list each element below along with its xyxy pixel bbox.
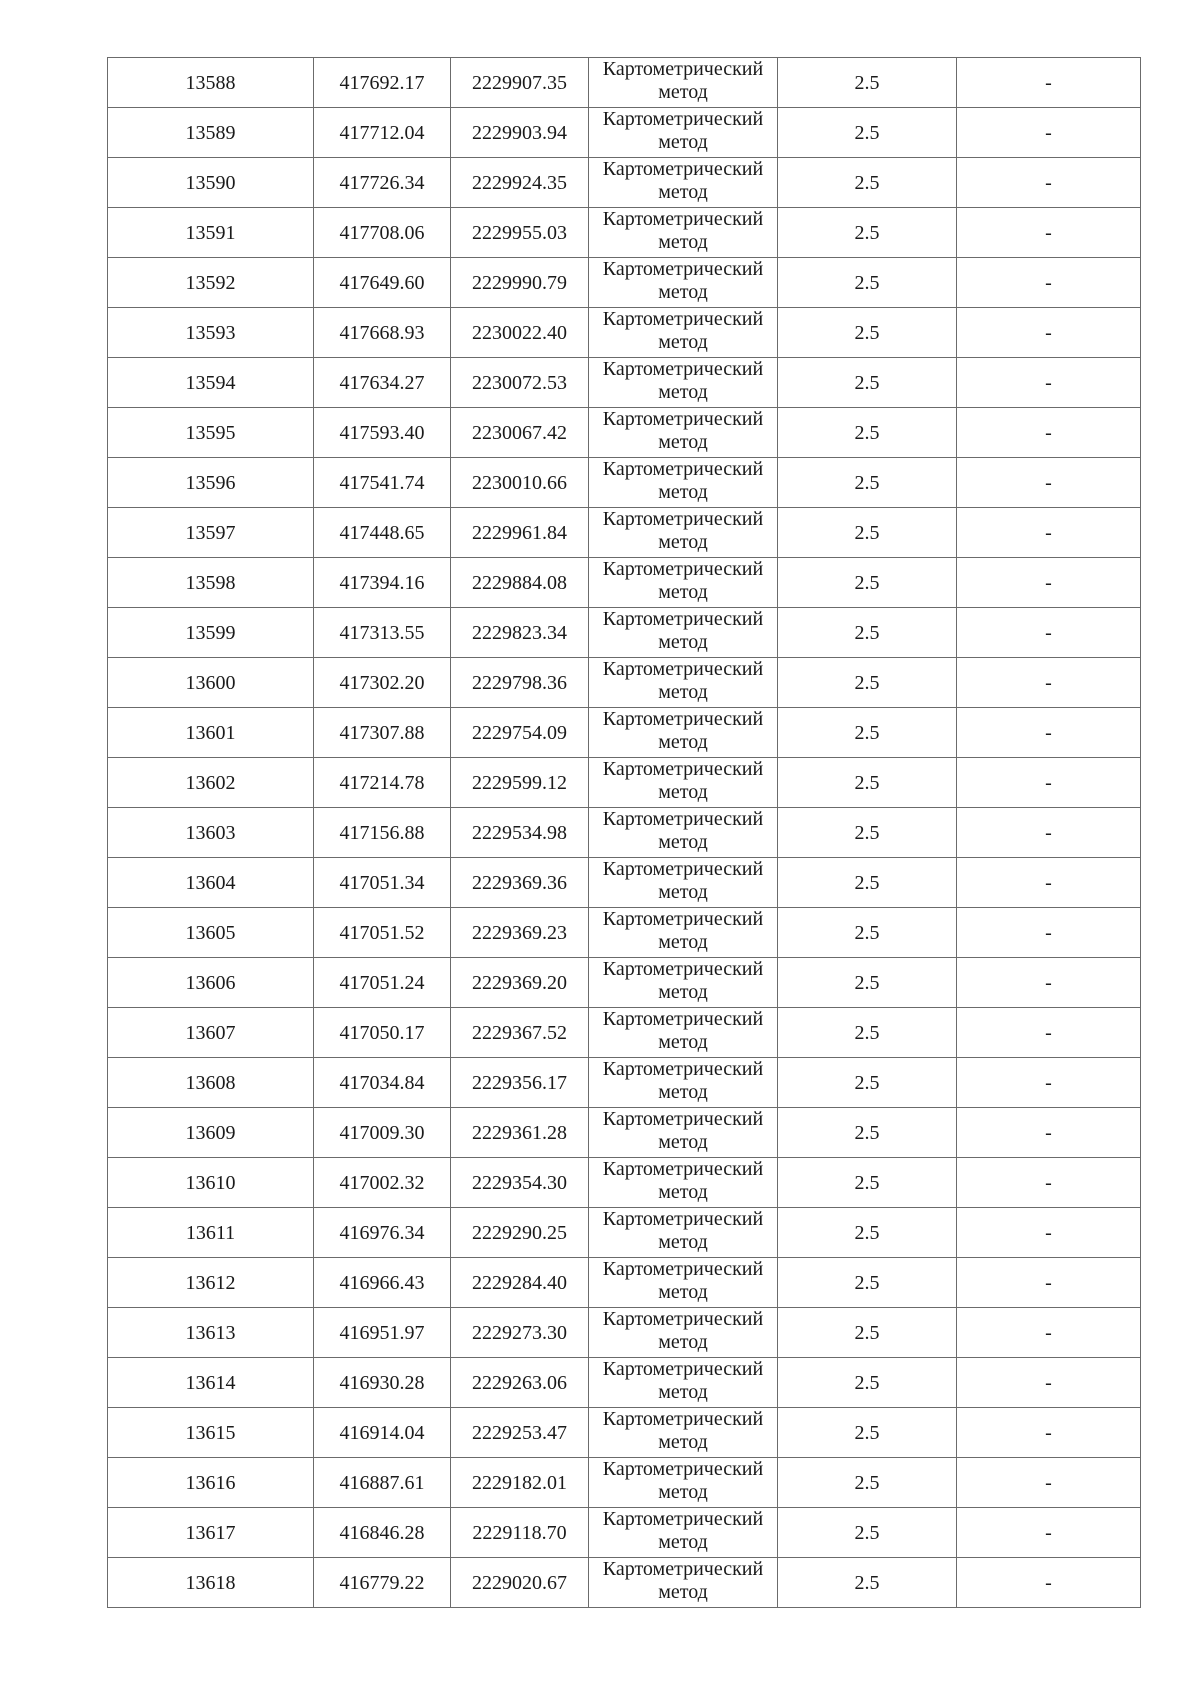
method-line-1: Картометрический bbox=[602, 1208, 764, 1230]
note-cell: - bbox=[957, 1258, 1141, 1308]
method-line-2: метод bbox=[658, 281, 708, 303]
note-cell: - bbox=[957, 958, 1141, 1008]
y-coordinate-cell: 2229356.17 bbox=[451, 1058, 589, 1108]
y-coordinate-cell: 2230067.42 bbox=[451, 408, 589, 458]
precision-cell: 2.5 bbox=[778, 508, 957, 558]
method-line-1: Картометрический bbox=[602, 958, 764, 980]
x-coordinate-cell: 417708.06 bbox=[314, 208, 451, 258]
point-number-cell: 13608 bbox=[108, 1058, 314, 1108]
note-cell: - bbox=[957, 558, 1141, 608]
method-line-2: метод bbox=[658, 531, 708, 553]
note-cell: - bbox=[957, 158, 1141, 208]
precision-cell: 2.5 bbox=[778, 908, 957, 958]
method-cell bbox=[589, 58, 778, 108]
y-coordinate-cell: 2229369.23 bbox=[451, 908, 589, 958]
precision-cell: 2.5 bbox=[778, 958, 957, 1008]
method-cell bbox=[589, 108, 778, 158]
note-cell: - bbox=[957, 1508, 1141, 1558]
point-number-cell: 13602 bbox=[108, 758, 314, 808]
x-coordinate-cell: 417692.17 bbox=[314, 58, 451, 108]
y-coordinate-cell: 2229284.40 bbox=[451, 1258, 589, 1308]
table-row bbox=[108, 1358, 1141, 1408]
precision-cell: 2.5 bbox=[778, 858, 957, 908]
method-cell bbox=[589, 1208, 778, 1258]
point-number-cell: 13617 bbox=[108, 1508, 314, 1558]
x-coordinate-cell: 416930.28 bbox=[314, 1358, 451, 1408]
method-line-2: метод bbox=[658, 481, 708, 503]
y-coordinate-cell: 2229961.84 bbox=[451, 508, 589, 558]
method-cell bbox=[589, 708, 778, 758]
table-row bbox=[108, 1408, 1141, 1458]
table-row bbox=[108, 108, 1141, 158]
x-coordinate-cell: 417307.88 bbox=[314, 708, 451, 758]
y-coordinate-cell: 2229361.28 bbox=[451, 1108, 589, 1158]
y-coordinate-cell: 2229273.30 bbox=[451, 1308, 589, 1358]
point-number-cell: 13613 bbox=[108, 1308, 314, 1358]
method-line-2: метод bbox=[658, 1331, 708, 1353]
note-cell: - bbox=[957, 808, 1141, 858]
y-coordinate-cell: 2229990.79 bbox=[451, 258, 589, 308]
x-coordinate-cell: 417593.40 bbox=[314, 408, 451, 458]
table-row bbox=[108, 1058, 1141, 1108]
table-row bbox=[108, 1508, 1141, 1558]
method-line-1: Картометрический bbox=[602, 1558, 764, 1580]
y-coordinate-cell: 2229924.35 bbox=[451, 158, 589, 208]
method-line-1: Картометрический bbox=[602, 1158, 764, 1180]
method-line-2: метод bbox=[658, 1531, 708, 1553]
method-cell bbox=[589, 1108, 778, 1158]
point-number-cell: 13592 bbox=[108, 258, 314, 308]
method-line-2: метод bbox=[658, 981, 708, 1003]
method-line-2: метод bbox=[658, 331, 708, 353]
note-cell: - bbox=[957, 1108, 1141, 1158]
table-row bbox=[108, 808, 1141, 858]
method-line-1: Картометрический bbox=[602, 658, 764, 680]
method-cell bbox=[589, 258, 778, 308]
point-number-cell: 13614 bbox=[108, 1358, 314, 1408]
x-coordinate-cell: 416976.34 bbox=[314, 1208, 451, 1258]
y-coordinate-cell: 2229290.25 bbox=[451, 1208, 589, 1258]
method-line-2: метод bbox=[658, 1281, 708, 1303]
x-coordinate-cell: 417634.27 bbox=[314, 358, 451, 408]
point-number-cell: 13591 bbox=[108, 208, 314, 258]
method-cell bbox=[589, 658, 778, 708]
table-row bbox=[108, 858, 1141, 908]
point-number-cell: 13609 bbox=[108, 1108, 314, 1158]
method-line-1: Картометрический bbox=[602, 708, 764, 730]
x-coordinate-cell: 417649.60 bbox=[314, 258, 451, 308]
method-cell bbox=[589, 1408, 778, 1458]
method-cell bbox=[589, 1008, 778, 1058]
method-line-1: Картометрический bbox=[602, 358, 764, 380]
note-cell: - bbox=[957, 458, 1141, 508]
point-number-cell: 13616 bbox=[108, 1458, 314, 1508]
precision-cell: 2.5 bbox=[778, 308, 957, 358]
method-line-1: Картометрический bbox=[602, 1258, 764, 1280]
method-cell bbox=[589, 1358, 778, 1408]
method-cell bbox=[589, 1258, 778, 1308]
x-coordinate-cell: 417726.34 bbox=[314, 158, 451, 208]
method-line-1: Картометрический bbox=[602, 1058, 764, 1080]
method-line-2: метод bbox=[658, 781, 708, 803]
method-cell bbox=[589, 458, 778, 508]
method-cell bbox=[589, 908, 778, 958]
method-cell bbox=[589, 958, 778, 1008]
precision-cell: 2.5 bbox=[778, 558, 957, 608]
note-cell: - bbox=[957, 108, 1141, 158]
y-coordinate-cell: 2229253.47 bbox=[451, 1408, 589, 1458]
note-cell: - bbox=[957, 858, 1141, 908]
method-line-2: метод bbox=[658, 1581, 708, 1603]
x-coordinate-cell: 416966.43 bbox=[314, 1258, 451, 1308]
method-line-2: метод bbox=[658, 581, 708, 603]
x-coordinate-cell: 417712.04 bbox=[314, 108, 451, 158]
table-row bbox=[108, 1558, 1141, 1608]
precision-cell: 2.5 bbox=[778, 1358, 957, 1408]
y-coordinate-cell: 2230022.40 bbox=[451, 308, 589, 358]
y-coordinate-cell: 2229354.30 bbox=[451, 1158, 589, 1208]
y-coordinate-cell: 2230072.53 bbox=[451, 358, 589, 408]
x-coordinate-cell: 417541.74 bbox=[314, 458, 451, 508]
table-row bbox=[108, 1108, 1141, 1158]
method-cell bbox=[589, 858, 778, 908]
method-cell bbox=[589, 1158, 778, 1208]
method-line-2: метод bbox=[658, 1431, 708, 1453]
point-number-cell: 13600 bbox=[108, 658, 314, 708]
method-line-2: метод bbox=[658, 1031, 708, 1053]
note-cell: - bbox=[957, 1358, 1141, 1408]
x-coordinate-cell: 417668.93 bbox=[314, 308, 451, 358]
note-cell: - bbox=[957, 1158, 1141, 1208]
point-number-cell: 13589 bbox=[108, 108, 314, 158]
y-coordinate-cell: 2229182.01 bbox=[451, 1458, 589, 1508]
x-coordinate-cell: 417394.16 bbox=[314, 558, 451, 608]
y-coordinate-cell: 2229907.35 bbox=[451, 58, 589, 108]
method-cell bbox=[589, 508, 778, 558]
y-coordinate-cell: 2229903.94 bbox=[451, 108, 589, 158]
y-coordinate-cell: 2230010.66 bbox=[451, 458, 589, 508]
note-cell: - bbox=[957, 1208, 1141, 1258]
method-line-1: Картометрический bbox=[602, 108, 764, 130]
point-number-cell: 13596 bbox=[108, 458, 314, 508]
method-cell bbox=[589, 358, 778, 408]
y-coordinate-cell: 2229367.52 bbox=[451, 1008, 589, 1058]
method-cell bbox=[589, 1508, 778, 1558]
precision-cell: 2.5 bbox=[778, 208, 957, 258]
note-cell: - bbox=[957, 58, 1141, 108]
point-number-cell: 13611 bbox=[108, 1208, 314, 1258]
x-coordinate-cell: 416779.22 bbox=[314, 1558, 451, 1608]
point-number-cell: 13590 bbox=[108, 158, 314, 208]
method-line-1: Картометрический bbox=[602, 1458, 764, 1480]
method-cell bbox=[589, 558, 778, 608]
point-number-cell: 13606 bbox=[108, 958, 314, 1008]
y-coordinate-cell: 2229369.20 bbox=[451, 958, 589, 1008]
x-coordinate-cell: 417002.32 bbox=[314, 1158, 451, 1208]
precision-cell: 2.5 bbox=[778, 708, 957, 758]
method-cell bbox=[589, 1058, 778, 1108]
y-coordinate-cell: 2229020.67 bbox=[451, 1558, 589, 1608]
method-cell bbox=[589, 1458, 778, 1508]
method-line-1: Картометрический bbox=[602, 158, 764, 180]
precision-cell: 2.5 bbox=[778, 1008, 957, 1058]
table-row bbox=[108, 758, 1141, 808]
point-number-cell: 13601 bbox=[108, 708, 314, 758]
note-cell: - bbox=[957, 258, 1141, 308]
method-line-2: метод bbox=[658, 1231, 708, 1253]
table-row bbox=[108, 158, 1141, 208]
table-row bbox=[108, 258, 1141, 308]
point-number-cell: 13615 bbox=[108, 1408, 314, 1458]
precision-cell: 2.5 bbox=[778, 108, 957, 158]
precision-cell: 2.5 bbox=[778, 1308, 957, 1358]
precision-cell: 2.5 bbox=[778, 358, 957, 408]
method-cell bbox=[589, 408, 778, 458]
note-cell: - bbox=[957, 358, 1141, 408]
precision-cell: 2.5 bbox=[778, 1408, 957, 1458]
method-cell bbox=[589, 758, 778, 808]
point-number-cell: 13618 bbox=[108, 1558, 314, 1608]
y-coordinate-cell: 2229955.03 bbox=[451, 208, 589, 258]
method-line-1: Картометрический bbox=[602, 1508, 764, 1530]
point-number-cell: 13598 bbox=[108, 558, 314, 608]
note-cell: - bbox=[957, 608, 1141, 658]
table-row bbox=[108, 1258, 1141, 1308]
precision-cell: 2.5 bbox=[778, 1558, 957, 1608]
method-line-2: метод bbox=[658, 81, 708, 103]
precision-cell: 2.5 bbox=[778, 258, 957, 308]
method-line-2: метод bbox=[658, 131, 708, 153]
table-row bbox=[108, 1208, 1141, 1258]
coordinates-table-body bbox=[108, 58, 1141, 1608]
method-line-2: метод bbox=[658, 1181, 708, 1203]
precision-cell: 2.5 bbox=[778, 58, 957, 108]
precision-cell: 2.5 bbox=[778, 408, 957, 458]
x-coordinate-cell: 417156.88 bbox=[314, 808, 451, 858]
precision-cell: 2.5 bbox=[778, 1208, 957, 1258]
precision-cell: 2.5 bbox=[778, 758, 957, 808]
table-row bbox=[108, 208, 1141, 258]
method-cell bbox=[589, 208, 778, 258]
point-number-cell: 13597 bbox=[108, 508, 314, 558]
method-line-2: метод bbox=[658, 1081, 708, 1103]
note-cell: - bbox=[957, 1408, 1141, 1458]
method-line-1: Картометрический bbox=[602, 408, 764, 430]
method-cell bbox=[589, 608, 778, 658]
note-cell: - bbox=[957, 758, 1141, 808]
method-cell bbox=[589, 308, 778, 358]
table-row bbox=[108, 1458, 1141, 1508]
method-line-2: метод bbox=[658, 831, 708, 853]
method-line-1: Картометрический bbox=[602, 1358, 764, 1380]
note-cell: - bbox=[957, 208, 1141, 258]
method-cell bbox=[589, 1558, 778, 1608]
y-coordinate-cell: 2229369.36 bbox=[451, 858, 589, 908]
precision-cell: 2.5 bbox=[778, 808, 957, 858]
x-coordinate-cell: 416914.04 bbox=[314, 1408, 451, 1458]
method-line-1: Картометрический bbox=[602, 58, 764, 80]
x-coordinate-cell: 417214.78 bbox=[314, 758, 451, 808]
point-number-cell: 13607 bbox=[108, 1008, 314, 1058]
point-number-cell: 13588 bbox=[108, 58, 314, 108]
table-row bbox=[108, 708, 1141, 758]
method-line-2: метод bbox=[658, 231, 708, 253]
precision-cell: 2.5 bbox=[778, 1508, 957, 1558]
note-cell: - bbox=[957, 708, 1141, 758]
precision-cell: 2.5 bbox=[778, 458, 957, 508]
x-coordinate-cell: 417448.65 bbox=[314, 508, 451, 558]
y-coordinate-cell: 2229798.36 bbox=[451, 658, 589, 708]
method-line-2: метод bbox=[658, 431, 708, 453]
method-line-2: метод bbox=[658, 731, 708, 753]
point-number-cell: 13593 bbox=[108, 308, 314, 358]
note-cell: - bbox=[957, 1308, 1141, 1358]
method-cell bbox=[589, 1308, 778, 1358]
method-line-2: метод bbox=[658, 931, 708, 953]
x-coordinate-cell: 416887.61 bbox=[314, 1458, 451, 1508]
precision-cell: 2.5 bbox=[778, 658, 957, 708]
method-cell bbox=[589, 158, 778, 208]
x-coordinate-cell: 417050.17 bbox=[314, 1008, 451, 1058]
y-coordinate-cell: 2229263.06 bbox=[451, 1358, 589, 1408]
method-line-1: Картометрический bbox=[602, 1108, 764, 1130]
note-cell: - bbox=[957, 1558, 1141, 1608]
note-cell: - bbox=[957, 1008, 1141, 1058]
method-cell bbox=[589, 808, 778, 858]
precision-cell: 2.5 bbox=[778, 158, 957, 208]
note-cell: - bbox=[957, 658, 1141, 708]
point-number-cell: 13604 bbox=[108, 858, 314, 908]
table-row bbox=[108, 658, 1141, 708]
method-line-1: Картометрический bbox=[602, 608, 764, 630]
table-row bbox=[108, 1008, 1141, 1058]
precision-cell: 2.5 bbox=[778, 1458, 957, 1508]
note-cell: - bbox=[957, 1058, 1141, 1108]
method-line-2: метод bbox=[658, 681, 708, 703]
method-line-2: метод bbox=[658, 1481, 708, 1503]
y-coordinate-cell: 2229118.70 bbox=[451, 1508, 589, 1558]
note-cell: - bbox=[957, 1458, 1141, 1508]
method-line-1: Картометрический bbox=[602, 508, 764, 530]
point-number-cell: 13605 bbox=[108, 908, 314, 958]
method-line-2: метод bbox=[658, 381, 708, 403]
method-line-1: Картометрический bbox=[602, 908, 764, 930]
x-coordinate-cell: 416846.28 bbox=[314, 1508, 451, 1558]
y-coordinate-cell: 2229823.34 bbox=[451, 608, 589, 658]
method-line-1: Картометрический bbox=[602, 1008, 764, 1030]
table-row bbox=[108, 908, 1141, 958]
table-row bbox=[108, 458, 1141, 508]
precision-cell: 2.5 bbox=[778, 1158, 957, 1208]
table-row bbox=[108, 958, 1141, 1008]
y-coordinate-cell: 2229534.98 bbox=[451, 808, 589, 858]
table-row bbox=[108, 608, 1141, 658]
x-coordinate-cell: 417302.20 bbox=[314, 658, 451, 708]
method-line-1: Картометрический bbox=[602, 808, 764, 830]
note-cell: - bbox=[957, 908, 1141, 958]
table-row bbox=[108, 358, 1141, 408]
point-number-cell: 13612 bbox=[108, 1258, 314, 1308]
method-line-2: метод bbox=[658, 1131, 708, 1153]
x-coordinate-cell: 417313.55 bbox=[314, 608, 451, 658]
table-row bbox=[108, 58, 1141, 108]
note-cell: - bbox=[957, 308, 1141, 358]
table-row bbox=[108, 408, 1141, 458]
point-number-cell: 13595 bbox=[108, 408, 314, 458]
note-cell: - bbox=[957, 508, 1141, 558]
precision-cell: 2.5 bbox=[778, 608, 957, 658]
precision-cell: 2.5 bbox=[778, 1058, 957, 1108]
method-line-1: Картометрический bbox=[602, 1308, 764, 1330]
table-row bbox=[108, 1308, 1141, 1358]
method-line-1: Картометрический bbox=[602, 458, 764, 480]
x-coordinate-cell: 417051.34 bbox=[314, 858, 451, 908]
method-line-2: метод bbox=[658, 181, 708, 203]
method-line-1: Картометрический bbox=[602, 258, 764, 280]
method-line-2: метод bbox=[658, 631, 708, 653]
x-coordinate-cell: 417034.84 bbox=[314, 1058, 451, 1108]
x-coordinate-cell: 417051.52 bbox=[314, 908, 451, 958]
y-coordinate-cell: 2229884.08 bbox=[451, 558, 589, 608]
table-row bbox=[108, 558, 1141, 608]
x-coordinate-cell: 417051.24 bbox=[314, 958, 451, 1008]
method-line-1: Картометрический bbox=[602, 308, 764, 330]
point-number-cell: 13603 bbox=[108, 808, 314, 858]
coordinates-table bbox=[107, 57, 1141, 1608]
method-line-1: Картометрический bbox=[602, 758, 764, 780]
y-coordinate-cell: 2229599.12 bbox=[451, 758, 589, 808]
x-coordinate-cell: 416951.97 bbox=[314, 1308, 451, 1358]
point-number-cell: 13594 bbox=[108, 358, 314, 408]
table-row bbox=[108, 308, 1141, 358]
table-row bbox=[108, 1158, 1141, 1208]
table-row bbox=[108, 508, 1141, 558]
method-line-1: Картометрический bbox=[602, 208, 764, 230]
method-line-1: Картометрический bbox=[602, 1408, 764, 1430]
method-line-1: Картометрический bbox=[602, 558, 764, 580]
x-coordinate-cell: 417009.30 bbox=[314, 1108, 451, 1158]
method-line-2: метод bbox=[658, 1381, 708, 1403]
y-coordinate-cell: 2229754.09 bbox=[451, 708, 589, 758]
method-line-2: метод bbox=[658, 881, 708, 903]
precision-cell: 2.5 bbox=[778, 1258, 957, 1308]
method-line-1: Картометрический bbox=[602, 858, 764, 880]
point-number-cell: 13610 bbox=[108, 1158, 314, 1208]
precision-cell: 2.5 bbox=[778, 1108, 957, 1158]
note-cell: - bbox=[957, 408, 1141, 458]
point-number-cell: 13599 bbox=[108, 608, 314, 658]
